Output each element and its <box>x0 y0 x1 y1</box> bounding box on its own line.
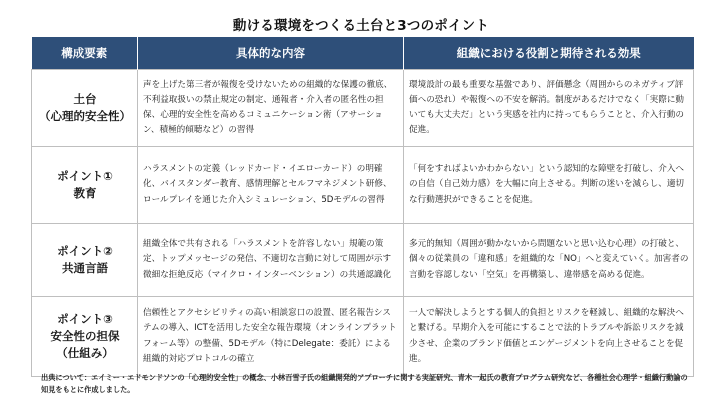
element-line: 安全性の担保 <box>50 329 120 343</box>
row-element <box>32 70 138 147</box>
table-row <box>32 70 694 147</box>
footnote: 出典について：エイミー・エドモンドソンの「心理的安全性」の概念、小林百雪子氏の組織開発的アプローチに関する実証研究、青木一起氏の教育プログラム研究など、各種社会心理学・組織行動論の知見をもとに作成しました。 <box>41 373 688 394</box>
framework-table <box>31 37 694 377</box>
table-row <box>32 297 694 377</box>
row-element <box>32 224 138 297</box>
page-title: 動ける環境をつくる土台と3つのポイント <box>232 18 490 34</box>
header-element: 構成要素 <box>32 37 138 70</box>
row-role: 一人で解決しようとする個人的負担とリスクを軽減し、組織的な解決へと繋げる。早期介入を可能にすることで法的トラブルや訴訟リスクを減少させ、企業のブランド価値とエンゲージメントを向上させることを促進。 <box>404 297 694 377</box>
table-header-row <box>32 37 694 70</box>
row-element <box>32 297 138 377</box>
row-role: 「何をすればよいかわからない」という認知的な障壁を打破し、介入への自信（自己効力感）を大幅に向上させる。判断の迷いを減らし、適切な行動選択ができることを促進。 <box>404 147 694 224</box>
table-row <box>32 224 694 297</box>
header-role: 組織における役割と期待される効果 <box>404 37 694 70</box>
row-content: 信頼性とアクセシビリティの高い相談窓口の設置、匿名報告システムの導入、ICTを活用した安全な報告環境（オンラインプラットフォーム等）の整備、5Dモデル（特にDelegate：委託）による組織的対応プロトコルの確立 <box>138 297 404 377</box>
element-line: ポイント③ <box>57 312 113 326</box>
row-content: 声を上げた第三者が報復を受けないための組織的な保護の徹底、不利益取扱いの禁止規定の制定、通報者・介入者の匿名性の担保、心理的安全性を高めるコミュニケーション術（アサーション、積極的傾聴など）の習得 <box>138 70 404 147</box>
element-line: 土台 <box>73 92 97 106</box>
row-content: ハラスメントの定義（レッドカード・イエローカード）の明確化、バイスタンダー教育、感情理解とセルフマネジメント研修、ロールプレイを通じた介入シミュレーション、5Dモデルの習得 <box>138 147 404 224</box>
row-element <box>32 147 138 224</box>
header-content: 具体的な内容 <box>138 37 404 70</box>
element-line: （仕組み） <box>56 346 114 360</box>
element-line: 共通言語 <box>62 261 108 275</box>
element-line: 教育 <box>73 186 97 200</box>
row-role: 多元的無知（周囲が動かないから問題ないと思い込む心理）の打破と、個々の従業員の「違和感」を組織的な「NO」へと変えていく。加害者の言動を容認しない「空気」を再構築し、違帯感を高める促進。 <box>404 224 694 297</box>
element-line: ポイント② <box>57 244 113 258</box>
element-line: ポイント① <box>57 169 113 183</box>
row-content: 組織全体で共有される「ハラスメントを許容しない」規範の策定、トップメッセージの発信、不適切な言動に対して周囲が示す微細な拒絶反応（マイクロ・インターベンション）の共通認識化 <box>138 224 404 297</box>
element-line: （心理的安全性） <box>39 109 131 123</box>
row-role: 環境設計の最も重要な基盤であり、評価懸念（周囲からのネガティブ評価への恐れ）や報復への不安を解消。制度があるだけでなく「実際に動いても大丈夫だ」という実感を社内に持ってもらうことと、介入行動の促進。 <box>404 70 694 147</box>
table-row <box>32 147 694 224</box>
